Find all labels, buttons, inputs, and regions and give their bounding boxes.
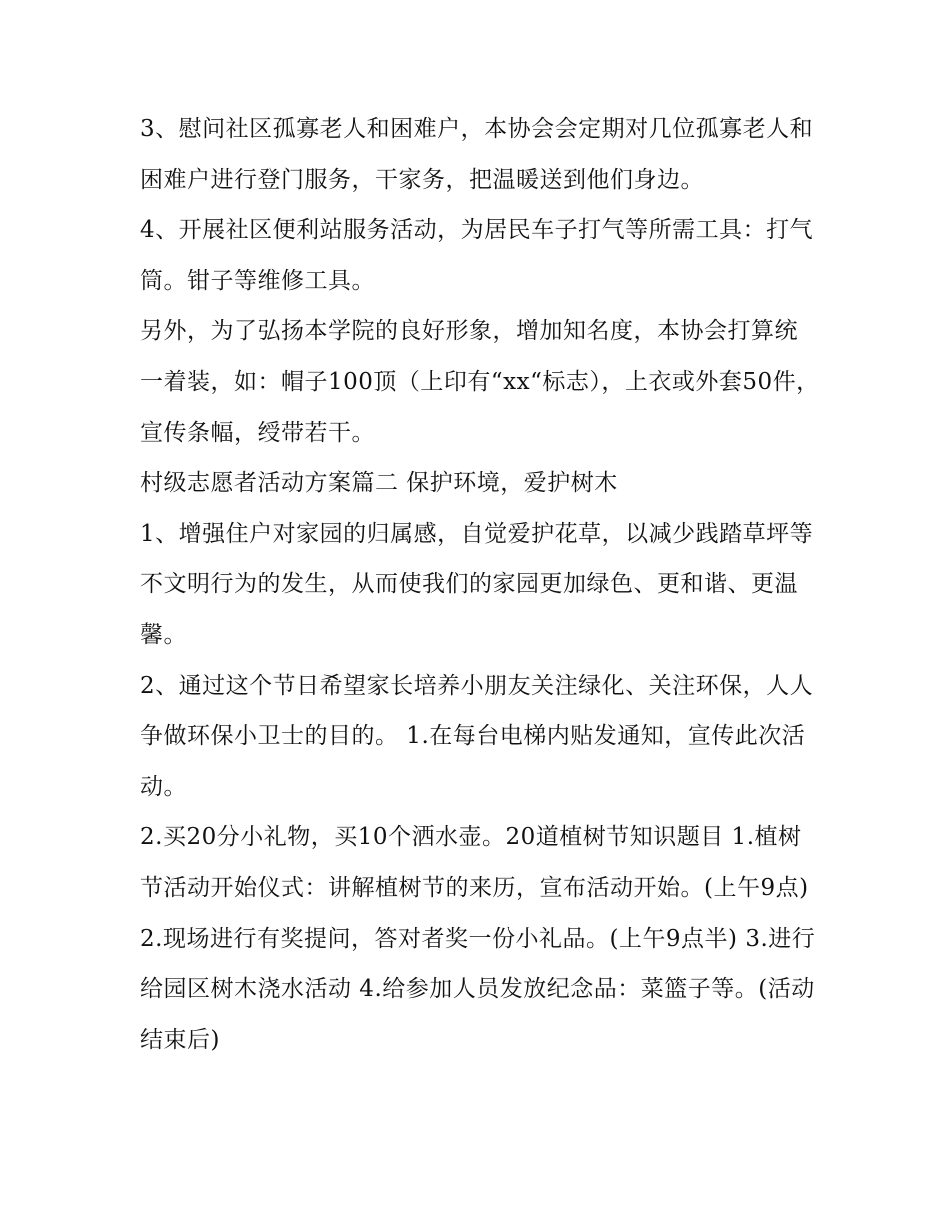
section-heading: 村级志愿者活动方案篇二 保护环境，爱护树木 [140,470,618,497]
paragraph-convenience-station: 4、开展社区便利站服务活动，为居民车子打气等所需工具：打气筒。钳子等维修工具。 [140,217,814,294]
paragraph-uniform-plan: 另外，为了弘扬本学院的良好形象，增加知名度，本协会打算统一着装，如：帽子100顶（上印有“xx“标志），上衣或外套50件，宣传条幅，绶带若干。 [140,318,820,446]
paragraph-visit-elderly: 3、慰问社区孤寡老人和困难户，本协会会定期对几位孤寡老人和困难户进行登门服务，干家务，把温暖送到他们身边。 [140,116,814,193]
document-body [140,104,820,1065]
paragraph-festival-goal: 2、通过这个节日希望家长培养小朋友关注绿化、关注环保，人人争做环保小卫士的目的。 1.在每台电梯内贴发通知，宣传此次活动。 [140,672,814,800]
paragraph-belonging: 1、增强住户对家园的归属感，自觉爱护花草，以减少践踏草坪等不文明行为的发生，从而使我们的家园更加绿色、更和谐、更温馨。 [140,520,814,648]
paragraph-quiz-watering: 2.现场进行有奖提问，答对者奖一份小礼品。(上午9点半) 3.进行给园区树木浇水活动 4.给参加人员发放纪念品：菜篮子等。(活动结束后) [140,925,816,1053]
paragraph-gifts-opening: 2.买20分小礼物，买10个洒水壶。20道植树节知识题目 1.植树节活动开始仪式：讲解植树节的来历，宣布活动开始。(上午9点) [140,824,809,901]
